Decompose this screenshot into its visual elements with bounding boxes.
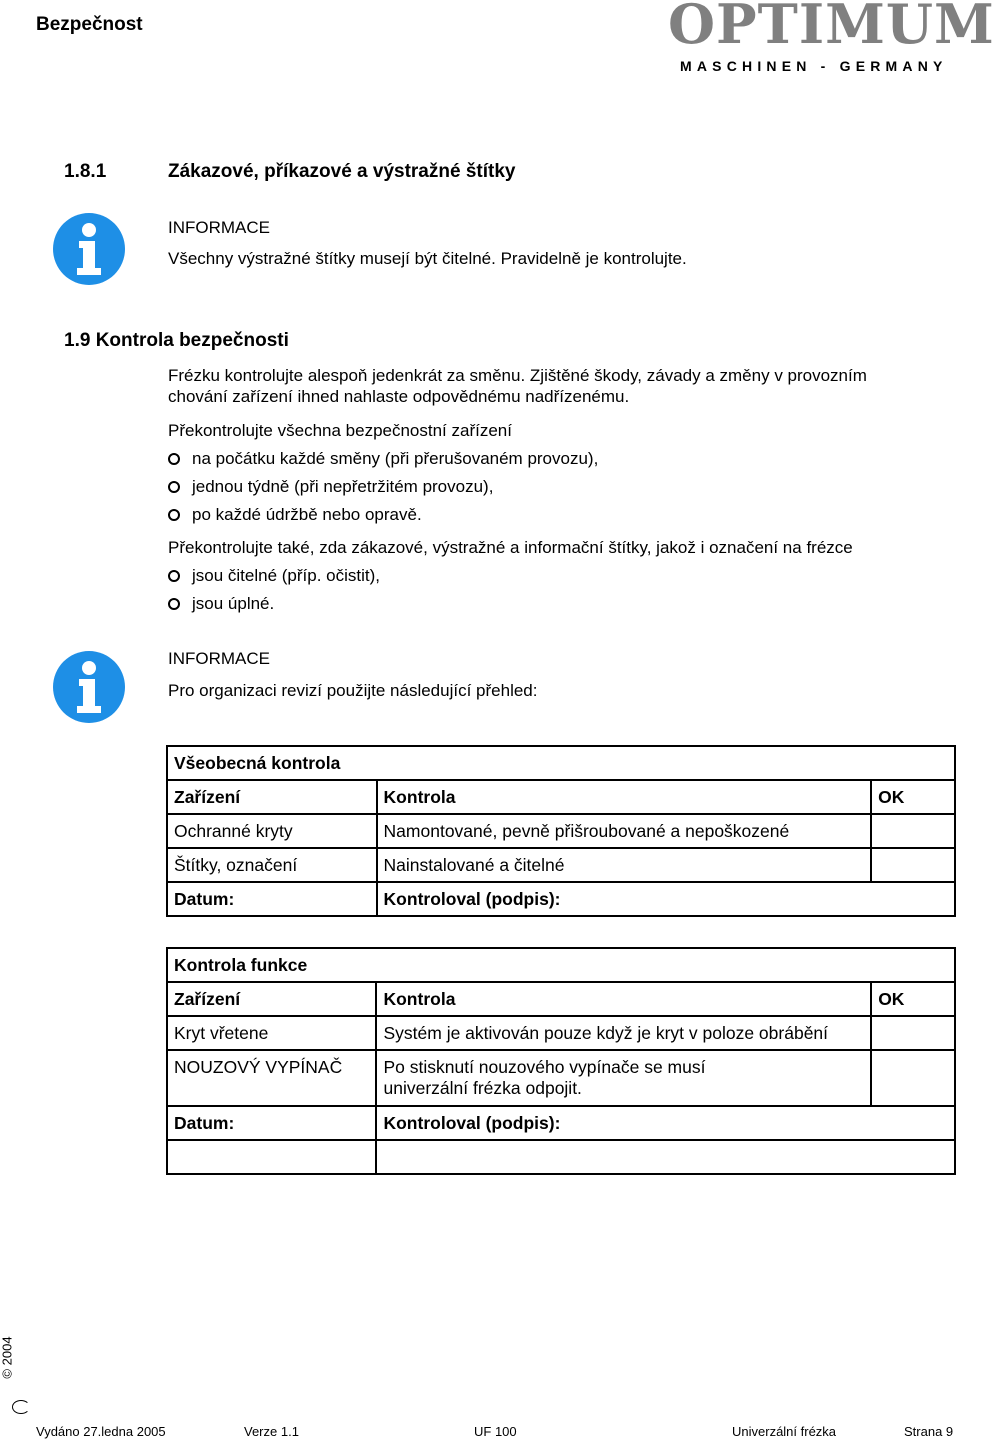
- table-row: [167, 1016, 955, 1050]
- ok-checkbox-cell[interactable]: [871, 1016, 955, 1050]
- info-text: Pro organizaci revizí použijte následující přehled:: [168, 681, 538, 700]
- optimum-logo: [668, 0, 995, 80]
- ok-checkbox-cell[interactable]: [871, 848, 955, 882]
- table-row: [167, 848, 955, 882]
- date-field[interactable]: [167, 1140, 376, 1174]
- section-title: 1.9 Kontrola bezpečnosti: [64, 330, 289, 351]
- signature-row: [167, 1140, 955, 1174]
- table-row: [167, 814, 955, 848]
- table-title: Kontrola funkce: [167, 948, 955, 982]
- bullet-circle-icon: [168, 509, 180, 521]
- general-check-table: [166, 745, 956, 917]
- info-label: INFORMACE: [168, 218, 270, 237]
- paragraph-line: chování zařízení ihned nahlaste odpovědnému nadřízenému.: [168, 387, 630, 406]
- logo-tagline: MASCHINEN - GERMANY: [680, 58, 948, 74]
- device-cell: NOUZOVÝ VYPÍNAČ: [167, 1050, 376, 1106]
- list-item: jednou týdně (při nepřetržitém provozu),: [168, 477, 493, 497]
- list-item: jsou čitelné (příp. očistit),: [168, 566, 380, 586]
- paragraph: Překontrolujte všechna bezpečnostní zařízení: [168, 421, 512, 440]
- column-header-device: Zařízení: [167, 982, 376, 1016]
- check-cell: Nainstalované a čitelné: [377, 848, 872, 882]
- ok-checkbox-cell[interactable]: [871, 1050, 955, 1106]
- footer-model: UF 100: [474, 1424, 517, 1439]
- date-label: Datum:: [167, 1106, 376, 1140]
- check-cell: Systém je aktivován pouze když je kryt v poloze obrábění: [376, 1016, 871, 1050]
- bullet-circle-icon: [168, 453, 180, 465]
- copyright-mark: [0, 1336, 36, 1410]
- footer-version: Verze 1.1: [244, 1424, 299, 1439]
- column-header-check: Kontrola: [376, 982, 871, 1016]
- column-header-ok: OK: [871, 780, 955, 814]
- footer-page: Strana 9: [904, 1424, 954, 1439]
- bullet-circle-icon: [168, 570, 180, 582]
- bullet-circle-icon: [168, 598, 180, 610]
- page-header-title: Bezpečnost: [36, 14, 143, 35]
- signature-field[interactable]: [376, 1140, 955, 1174]
- device-cell: Štítky, označení: [167, 848, 377, 882]
- section-title: Zákazové, příkazové a výstražné štítky: [168, 161, 516, 182]
- column-header-ok: OK: [871, 982, 955, 1016]
- footer-issued: Vydáno 27.ledna 2005: [36, 1424, 166, 1439]
- info-text: Všechny výstražné štítky musejí být čitelné. Pravidelně je kontrolujte.: [168, 249, 687, 268]
- signature-row: [167, 1106, 955, 1140]
- ok-checkbox-cell[interactable]: [871, 814, 955, 848]
- table-title: Všeobecná kontrola: [167, 746, 955, 780]
- footer-product: Univerzální frézka: [732, 1424, 837, 1439]
- bullet-circle-icon: [168, 481, 180, 493]
- copyright-c-icon: [12, 1400, 30, 1414]
- copyright-text: © 2004: [0, 1336, 15, 1379]
- signature-field[interactable]: Kontroloval (podpis):: [377, 882, 955, 916]
- paragraph-line: Frézku kontrolujte alespoň jedenkrát za směnu. Zjištěné škody, závady a změny v provozním: [168, 366, 867, 385]
- column-header-device: Zařízení: [167, 780, 377, 814]
- paragraph: Překontrolujte také, zda zákazové, výstražné a informační štítky, jakož i označení na frézce: [168, 538, 853, 557]
- list-item: na počátku každé směny (při přerušovaném provozu),: [168, 449, 598, 469]
- info-icon: [52, 650, 126, 724]
- logo-wordmark: OPTIMUM: [668, 0, 995, 56]
- table-row: [167, 1050, 955, 1106]
- list-item: po každé údržbě nebo opravě.: [168, 505, 422, 525]
- date-field[interactable]: Datum:: [167, 882, 377, 916]
- check-cell: Namontované, pevně přišroubované a nepoškozené: [377, 814, 872, 848]
- check-cell: Po stisknutí nouzového vypínače se musí univerzální frézka odpojit.: [376, 1050, 871, 1106]
- info-icon: [52, 212, 126, 286]
- function-check-table: [166, 947, 956, 1175]
- info-label: INFORMACE: [168, 649, 270, 668]
- section-number: 1.8.1: [64, 161, 107, 182]
- signature-label: Kontroloval (podpis):: [376, 1106, 955, 1140]
- device-cell: Kryt vřetene: [167, 1016, 376, 1050]
- column-header-check: Kontrola: [377, 780, 872, 814]
- list-item: jsou úplné.: [168, 594, 274, 614]
- device-cell: Ochranné kryty: [167, 814, 377, 848]
- signature-row: [167, 882, 955, 916]
